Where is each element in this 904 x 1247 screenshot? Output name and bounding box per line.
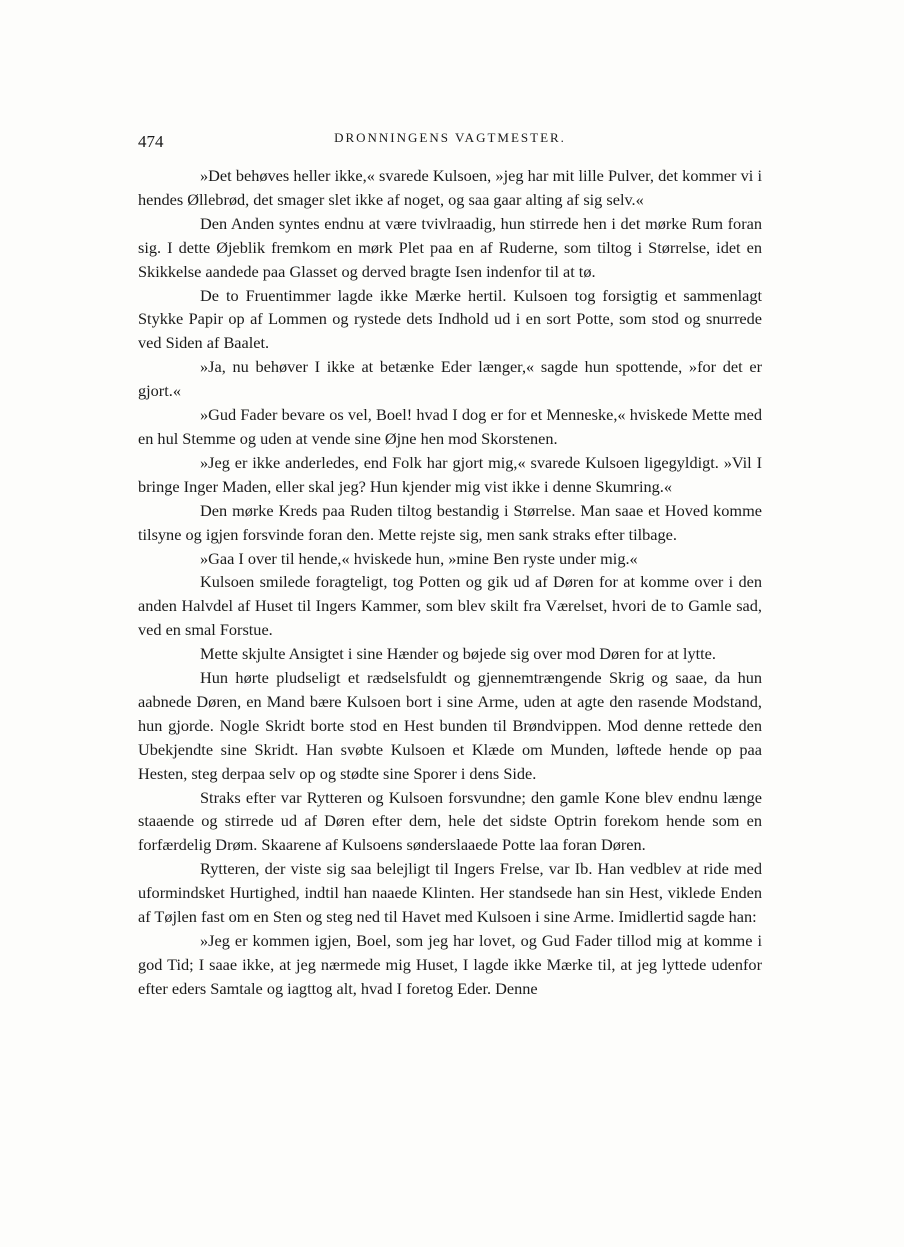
- book-page: [138, 126, 762, 1001]
- paragraph: Straks efter var Rytteren og Kulsoen forsvundne; den gamle Kone blev endnu længe staaende og stirrede ud af Døren efter dem, hele det sidste Optrin forekom hende som en forfærdelig Drøm. Skaarene af Kulsoens sønderslaaede Potte laa foran Døren.: [138, 787, 762, 855]
- paragraph: De to Fruentimmer lagde ikke Mærke hertil. Kulsoen tog forsigtig et sammenlagt Stykke Papir op af Lommen og rystede dets Indhold ud i en sort Potte, som stod og snurrede ved Siden af Baalet.: [138, 285, 762, 353]
- paragraph: »Det behøves heller ikke,« svarede Kulsoen, »jeg har mit lille Pulver, det kommer vi i hendes Øllebrød, det smager slet ikke af noget, og saa gaar alting af sig selv.«: [138, 166, 762, 209]
- paragraph: »Gaa I over til hende,« hviskede hun, »mine Ben ryste under mig.«: [200, 548, 638, 568]
- paragraph: »Jeg er kommen igjen, Boel, som jeg har lovet, og Gud Fader tillod mig at komme i god Tid; I saae ikke, at jeg nærmede mig Huset, I lagde ikke Mærke til, at jeg lyttede udenfor efter eders Samtale og iagttog alt, hvad I foretog Eder. Denne: [138, 931, 762, 998]
- paragraph: Den Anden syntes endnu at være tvivlraadig, hun stirrede hen i det mørke Rum foran sig. I dette Øjeblik fremkom en mørk Plet paa en af Ruderne, som tiltog i Størrelse, idet en Skikkelse aandede paa Glasset og derved bragte Isen indenfor til at tø.: [138, 213, 762, 281]
- running-title: DRONNINGENS VAGTMESTER.: [334, 130, 566, 145]
- paragraph: Rytteren, der viste sig saa belejligt til Ingers Frelse, var Ib. Han vedblev at ride med uformindsket Hurtighed, indtil han naaede Klinten. Her standsede han sin Hest, viklede Enden af Tøjlen fast om en Sten og steg ned til Havet med Kulsoen i sine Arme. Imidlertid sagde han:: [138, 859, 762, 927]
- paragraph: »Gud Fader bevare os vel, Boel! hvad I dog er for et Menneske,« hviskede Mette med en hul Stemme og uden at vende sine Øjne hen mod Skorstenen.: [138, 405, 762, 448]
- paragraph: Den mørke Kreds paa Ruden tiltog bestandig i Størrelse. Man saae et Hoved komme tilsyne og igjen forsvinde foran den. Mette rejste sig, men sank straks efter tilbage.: [138, 500, 762, 544]
- body-text: [138, 164, 762, 1001]
- paragraph: Mette skjulte Ansigtet i sine Hænder og bøjede sig over mod Døren for at lytte.: [200, 644, 716, 664]
- page-number: 474: [138, 132, 164, 151]
- paragraph: »Ja, nu behøver I ikke at betænke Eder længer,« sagde hun spottende, »for det er gjort.«: [138, 357, 762, 401]
- paragraph: Kulsoen smilede foragteligt, tog Potten og gik ud af Døren for at komme over i den anden Halvdel af Huset til Ingers Kammer, som blev skilt fra Værelset, hvori de to Gamle sad, ved en smal Forstue.: [138, 572, 762, 640]
- page-header: [138, 126, 762, 156]
- paragraph: Hun hørte pludseligt et rædselsfuldt og gjennemtrængende Skrig og saae, da hun aabnede Døren, en Mand bære Kulsoen bort i sine Arme, uden at agte den rasende Modstand, hun gjorde. Nogle Skridt borte stod en Hest bunden til Brøndvippen. Mod denne rettede den Ubekjendte sine Skridt. Han svøbte Kulsoen et Klæde om Munden, løftede hende op paa Hesten, steg derpaa selv op og stødte sine Sporer i dens Side.: [138, 668, 762, 783]
- paragraph: »Jeg er ikke anderledes, end Folk har gjort mig,« svarede Kulsoen ligegyldigt. »Vil I bringe Inger Maden, eller skal jeg? Hun kjender mig vist ikke i denne Skumring.«: [138, 452, 762, 496]
